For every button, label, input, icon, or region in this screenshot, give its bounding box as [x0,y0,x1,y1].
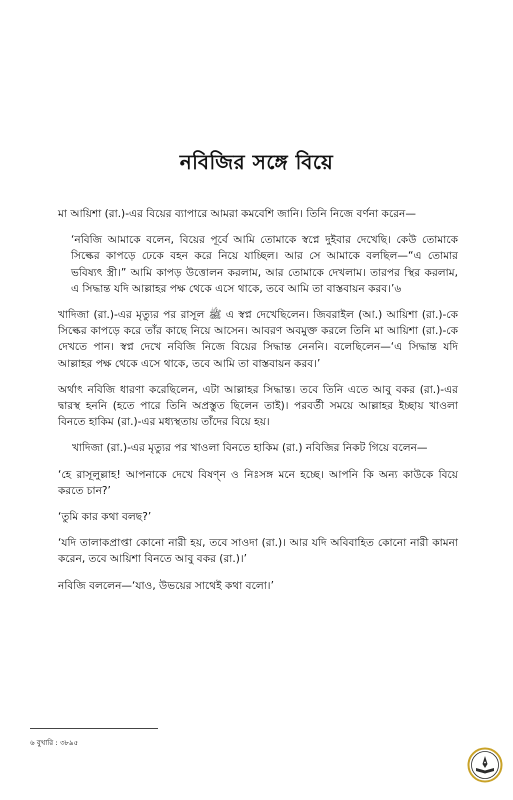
dialogue-line: ‘তুমি কার কথা বলছ?’ [58,511,152,524]
quote-text: ‘নবিজি আমাকে বলেন, বিয়ের পূর্বে আমি তোমাকে স্বপ্নে দুইবার দেখেছি। কেউ তোমাকে সিল্কের কাপড়ে ঢেকে বহন করে নিয়ে যাচ্ছিল। আর সে আমাকে বলছিল—“এ তোমার ভবিষ্যৎ স্ত্রী।” আমি কাপড় উত্তোলন করলাম, আর তোমাকে দেখলাম। তারপর স্থির করলাম, এ সিদ্ধান্ত যদি আল্লাহর পক্ষ থেকে এসে থাকে, তবে আমি তা বাস্তবায়ন করব।’৬ [71,234,458,295]
paragraph-dream: খাদিজা (রা.)-এর মৃত্যুর পর রাসূল ﷺ এ স্বপ্ন দেখেছিলেন। জিবরাইল (আ.) আয়িশা (রা.)-কে সিল্কের কাপড়ে করে তাঁর কাছে নিয়ে আসেন। আবরণ অবমুক্ত করলে তিনি মা আয়িশা (রা.)-কে দেখতে পান। স্বপ্ন দেখে নবিজি নিজে বিয়ের সিদ্ধান্ত নেননি। বলেছিলেন—‘এ সিদ্ধান্ত যদি আল্লাহর পক্ষ থেকে এসে থাকে, তবে আমি তা বাস্তবায়ন করব।’ [58,309,458,370]
block-quote [71,232,458,297]
paragraph-khawla: খাদিজা (রা.)-এর মৃত্যুর পর খাওলা বিনতে হাকিম (রা.) নবিজির নিকট গিয়ে বলেন— [72,442,428,455]
dialogue-line: নবিজি বললেন—‘যাও, উভয়ের সাথেই কথা বলো।’ [58,579,274,592]
book-pen-emblem-icon [467,747,503,783]
dialogue-line: ‘হে রাসূলুল্লাহ! আপনাকে দেখে বিষণ্ন ও নিঃসঙ্গ মনে হচ্ছে। আপনি কি অন্য কাউকে বিয়ে করতে চান?’ [58,468,458,497]
footnote-divider [30,728,158,729]
chapter-title: নবিজির সঙ্গে বিয়ে [179,150,334,174]
chapter-body [58,206,458,604]
footnote: ৬ বুখারি : ৩৮৯৫ [30,739,79,747]
paragraph-intro: মা আয়িশা (রা.)-এর বিয়ের ব্যাপারে আমরা কমবেশি জানি। তিনি নিজে বর্ণনা করেন— [58,208,416,220]
paragraph-intermediary: অর্থাৎ নবিজি ধারণা করেছিলেন, এটা আল্লাহর সিদ্ধান্ত। তবে তিনি এতে আবু বকর (রা.)-এর দ্বারস্থ হননি (হতে পারে তিনি অপ্রস্তুত ছিলেন তাই)। পরবর্তী সময়ে আল্লাহর ইচ্ছায় খাওলা বিনতে হাকিম (রা.)-এর মধ্যস্থতায় তাঁদের বিয়ে হয়। [58,383,458,429]
dialogue-line: ‘যদি তালাকপ্রাপ্তা কোনো নারী হয়, তবে সাওদা (রা.)। আর যদি অবিবাহিত কোনো নারী কামনা করেন, তবে আয়িশা বিনতে আবু বকর (রা.)।’ [58,537,458,566]
